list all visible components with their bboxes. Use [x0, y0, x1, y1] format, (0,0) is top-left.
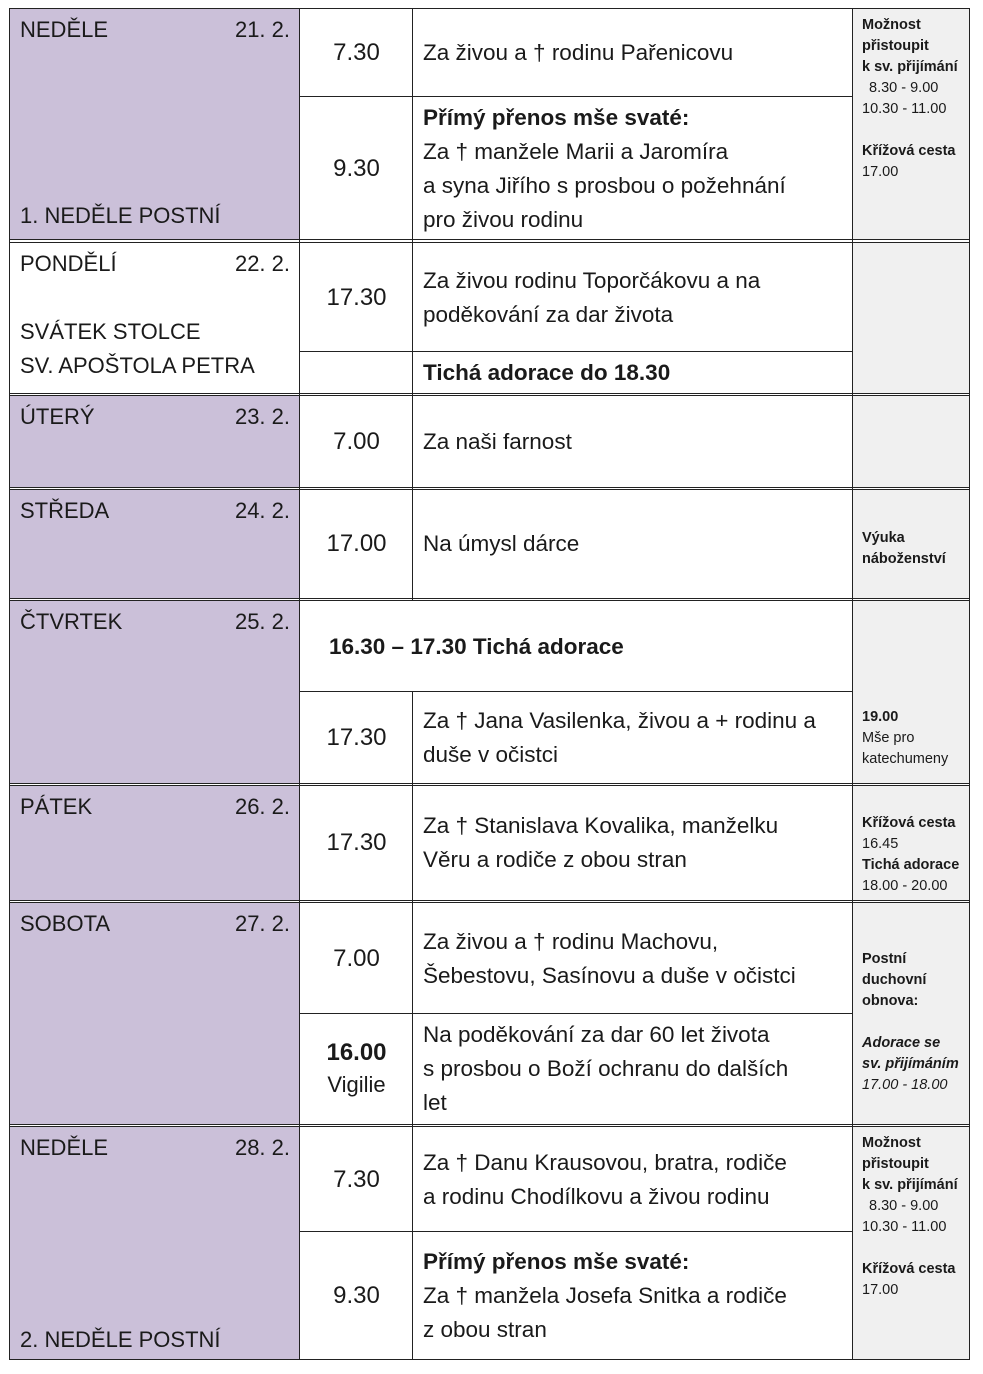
day-name: PÁTEK — [20, 794, 93, 819]
table-border — [10, 785, 970, 786]
row-border — [300, 1013, 853, 1014]
day-name: SOBOTA — [20, 911, 111, 936]
side-line: k sv. přijímání — [862, 1177, 958, 1193]
time-label: 17.30 — [326, 283, 387, 311]
intention-line: z obou stran — [423, 1316, 547, 1342]
side-spacer — [853, 1012, 970, 1033]
adoration-text: Tichá adorace do 18.30 — [423, 359, 671, 385]
mass-time — [300, 396, 413, 487]
side-line: k sv. přijímání — [862, 59, 958, 75]
row-border — [300, 1231, 853, 1232]
side-spacer — [853, 120, 970, 141]
side-line: 17.00 — [862, 1282, 899, 1298]
time-label: 9.30 — [333, 154, 380, 182]
intention-line: let — [423, 1090, 447, 1115]
side-line: 17.00 - 18.00 — [862, 1077, 948, 1093]
intention-line: Za † Jana Vasilenka, živou a + rodinu a — [423, 707, 816, 733]
side-line: 17.00 — [862, 164, 899, 180]
time-label: 7.30 — [333, 39, 380, 66]
mass-intention — [413, 1127, 853, 1232]
day-note: 2. NEDĚLE POSTNÍ — [20, 1327, 221, 1352]
side-line: 16.45 — [862, 836, 899, 852]
side-spacer — [853, 1238, 970, 1259]
time-label: 7.00 — [333, 427, 380, 455]
side-line: Možnost — [862, 17, 921, 33]
time-label: 17.30 — [326, 829, 387, 856]
time-label: 7.30 — [333, 1165, 380, 1193]
intention-line: duše v očistci — [423, 741, 559, 767]
day-cell-friday — [10, 786, 300, 900]
side-note — [853, 1127, 970, 1359]
table-border — [10, 900, 970, 901]
broadcast-header: Přímý přenos mše svaté: — [423, 104, 690, 130]
day-date: 21. 2. — [234, 17, 290, 42]
day-name: NEDĚLE — [20, 1135, 109, 1160]
time-label: 17.00 — [326, 530, 387, 557]
mass-time — [300, 243, 413, 352]
day-note: SVÁTEK STOLCE — [20, 319, 201, 344]
column-border — [412, 691, 413, 1360]
side-line: 8.30 - 9.00 — [869, 1198, 939, 1214]
intention-line: Na poděkování za dar 60 let života — [423, 1022, 770, 1047]
mass-intention — [413, 9, 853, 97]
table-border — [10, 239, 970, 240]
mass-intention — [413, 692, 853, 783]
side-line: přistoupit — [862, 38, 929, 54]
day-cell-wednesday — [10, 490, 300, 598]
table-border — [10, 1124, 970, 1125]
side-line: sv. přijímáním — [862, 1056, 959, 1072]
day-note: SV. APOŠTOLA PETRA — [20, 353, 255, 378]
mass-time — [300, 903, 413, 1014]
day-cell-monday — [10, 243, 300, 393]
adoration-row — [300, 601, 853, 692]
side-line: 8.30 - 9.00 — [869, 80, 939, 96]
side-note — [853, 786, 970, 900]
mass-time — [300, 692, 413, 783]
day-date: 27. 2. — [234, 911, 290, 936]
mass-time — [300, 1014, 413, 1124]
day-name: ÚTERÝ — [20, 404, 95, 429]
side-note — [853, 9, 970, 240]
side-line: Křížová cesta — [862, 815, 956, 831]
side-line: Tichá adorace — [862, 857, 960, 873]
mass-intention — [413, 1014, 853, 1124]
mass-time — [300, 1127, 413, 1232]
adoration-text: 16.30 – 17.30 Tichá adorace — [329, 633, 624, 659]
side-line: Postní — [862, 951, 907, 967]
intention-line: poděkování za dar života — [423, 301, 674, 327]
table-border — [10, 242, 970, 243]
column-border — [299, 8, 300, 1360]
side-line: Křížová cesta — [862, 1261, 956, 1277]
intention-line: Za živou a † rodinu Pařenicovu — [423, 40, 734, 65]
mass-time — [300, 97, 413, 240]
side-note — [853, 243, 970, 393]
side-line: Adorace se — [862, 1035, 941, 1051]
side-line: Křížová cesta — [862, 143, 956, 159]
side-line: 10.30 - 11.00 — [862, 1219, 947, 1235]
day-date: 23. 2. — [234, 404, 290, 429]
side-note — [853, 490, 970, 598]
side-line: duchovní — [862, 972, 927, 988]
table-border — [10, 487, 970, 488]
time-label: 7.00 — [333, 944, 380, 972]
day-name: ČTVRTEK — [20, 609, 123, 634]
mass-intention — [413, 97, 853, 240]
day-date: 22. 2. — [234, 251, 290, 276]
side-line: Výuka — [862, 530, 905, 546]
table-border — [10, 598, 970, 599]
day-cell-thursday — [10, 601, 300, 783]
row-border — [300, 96, 853, 97]
intention-line: s prosbou o Boží ochranu do dalších — [423, 1056, 789, 1081]
side-line: Možnost — [862, 1135, 921, 1151]
day-date: 28. 2. — [234, 1135, 290, 1160]
intention-line: Za † Stanislava Kovalika, manželku — [423, 813, 779, 838]
column-border — [969, 8, 970, 1360]
day-cell-sunday-21 — [10, 9, 300, 240]
mass-intention — [413, 1232, 853, 1359]
table-border — [10, 600, 970, 601]
mass-intention — [413, 490, 853, 598]
table-border — [10, 8, 970, 9]
day-name: NEDĚLE — [20, 17, 109, 42]
mass-intention — [413, 243, 853, 352]
table-border — [10, 393, 970, 394]
day-cell-saturday — [10, 903, 300, 1124]
day-cell-tuesday — [10, 396, 300, 487]
vigil-label: Vigilie — [327, 1072, 386, 1097]
day-cell-sunday-28 — [10, 1127, 300, 1359]
intention-line: Za † manžela Josefa Snitka a rodiče — [423, 1282, 787, 1308]
intention-line: Za naši farnost — [423, 428, 572, 454]
side-note — [853, 601, 970, 783]
side-line: katechumeny — [862, 751, 949, 767]
mass-intention — [413, 786, 853, 900]
side-line: 19.00 — [862, 709, 899, 725]
mass-time — [300, 9, 413, 97]
intention-line: Za † Danu Krausovou, bratra, rodiče — [423, 1149, 787, 1175]
intention-line: Věru a rodiče z obou stran — [423, 847, 687, 872]
broadcast-header: Přímý přenos mše svaté: — [423, 1248, 690, 1274]
side-line: 10.30 - 11.00 — [862, 101, 947, 117]
intention-line: Za živou rodinu Toporčákovu a na — [423, 267, 761, 293]
day-name: STŘEDA — [20, 498, 110, 523]
mass-time — [300, 1232, 413, 1359]
row-border — [300, 351, 853, 352]
intention-line: a syna Jiřího s prosbou o požehnání — [423, 172, 786, 198]
day-date: 24. 2. — [234, 498, 290, 523]
side-line: Mše pro — [862, 730, 915, 746]
intention-line: Za † manžele Marii a Jaromíra — [423, 138, 729, 164]
mass-intention — [413, 903, 853, 1014]
intention-line: Šebestovu, Sasínovu a duše v očistci — [423, 962, 796, 988]
intention-line: Za živou a † rodinu Machovu, — [423, 928, 719, 954]
time-label: 9.30 — [333, 1281, 380, 1309]
day-date: 26. 2. — [234, 794, 290, 819]
table-border — [10, 395, 970, 396]
table-border — [10, 489, 970, 490]
table-border — [10, 902, 970, 903]
side-line: přistoupit — [862, 1156, 929, 1172]
side-note — [853, 396, 970, 487]
day-name: PONDĚLÍ — [20, 251, 117, 276]
time-label: 16.00 — [326, 1039, 387, 1066]
intention-line: Na úmysl dárce — [423, 531, 580, 556]
table-border — [10, 1359, 970, 1360]
mass-time — [300, 490, 413, 598]
side-note — [853, 903, 970, 1124]
adoration-row — [413, 352, 853, 393]
side-line: obnova: — [862, 993, 919, 1009]
day-note: 1. NEDĚLE POSTNÍ — [20, 203, 221, 228]
time-label: 17.30 — [326, 723, 387, 751]
intention-line: pro živou rodinu — [423, 206, 584, 232]
table-border — [10, 783, 970, 784]
mass-time — [300, 786, 413, 900]
mass-intention — [413, 396, 853, 487]
intention-line: a rodinu Chodílkovu a živou rodinu — [423, 1183, 770, 1209]
column-border — [852, 8, 853, 1360]
side-line: náboženství — [862, 551, 946, 567]
table-border — [10, 1126, 970, 1127]
column-border — [9, 8, 10, 1360]
day-date: 25. 2. — [234, 609, 290, 634]
row-border — [300, 691, 853, 692]
column-border — [412, 8, 413, 601]
side-line: 18.00 - 20.00 — [862, 878, 948, 894]
